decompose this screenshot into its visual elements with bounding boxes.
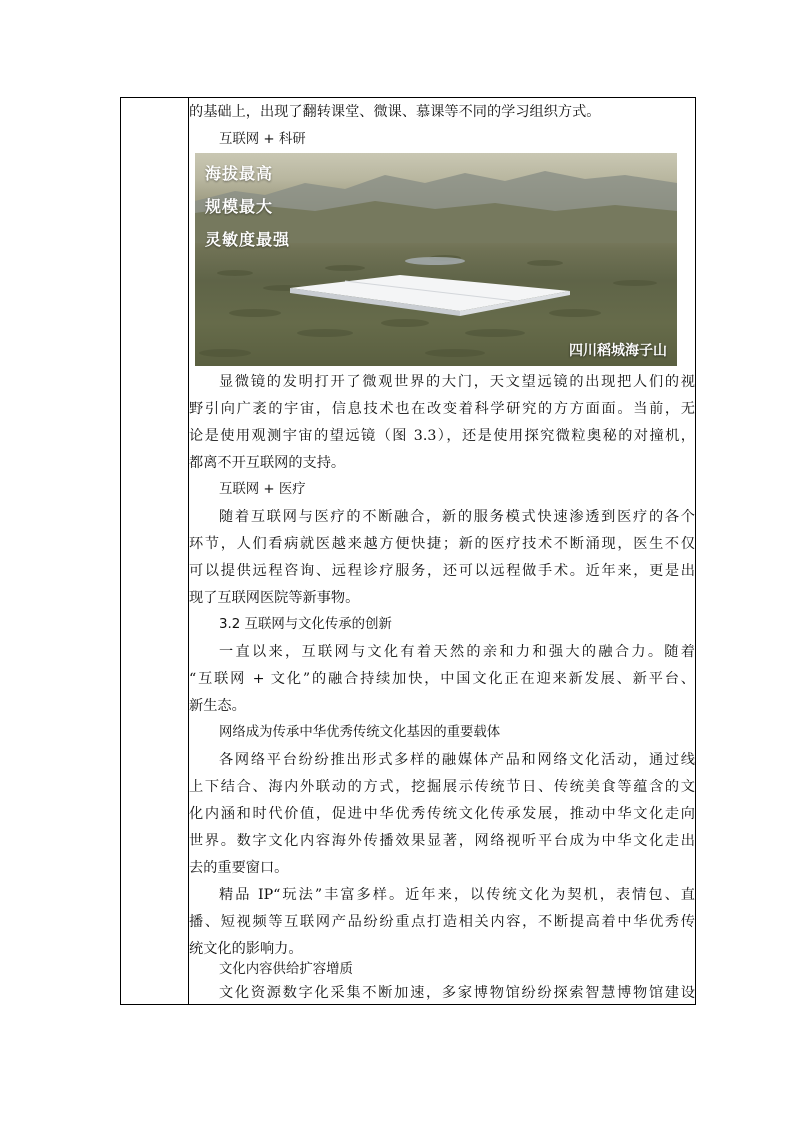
section-title-3-2: 3.2 互联网与文化传承的创新 xyxy=(219,617,392,632)
text-line: 环节，人们看病就医越来越方便快捷；新的医疗技术不断涌现，医生不仅 xyxy=(189,536,695,552)
photo-caption-highest: 海拔最高 xyxy=(205,164,274,183)
text-line: 各网络平台纷纷推出形式多样的融媒体产品和网络文化活动，通过线 xyxy=(219,752,695,768)
photo-caption-largest: 规模最大 xyxy=(205,197,274,216)
text-line: 野引向广袤的宇宙，信息技术也在改变着科学研究的方方面面。当前，无 xyxy=(189,401,695,417)
table-content-cell xyxy=(189,98,695,1004)
text-line: 随着互联网与医疗的不断融合，新的服务模式快速渗透到医疗的各个 xyxy=(219,509,695,525)
text-line: 新生态。 xyxy=(189,698,246,714)
section-heading-network-carrier: 网络成为传承中华优秀传统文化基因的重要载体 xyxy=(219,725,501,740)
text-line: 去的重要窗口。 xyxy=(189,860,289,876)
section-heading-internet-research: 互联网 + 科研 xyxy=(219,132,306,147)
text-line: 化内涵和时代价值，促进中华优秀传统文化传承发展，推动中华文化走向 xyxy=(189,806,695,822)
text-line: “互联网 + 文化”的融合持续加快，中国文化正在迎来新发展、新平台、 xyxy=(189,671,695,687)
document-table xyxy=(120,97,696,1005)
text-line: 播、短视频等互联网产品纷纷重点打造相关内容，不断提高着中华优秀传 xyxy=(189,914,695,930)
text-line: 可以提供远程咨询、远程诊疗服务，还可以远程做手术。近年来，更是出 xyxy=(189,563,695,579)
text-line: 显微镜的发明打开了微观世界的大门，天文望远镜的出现把人们的视 xyxy=(219,374,695,390)
text-line: 上下结合、海内外联动的方式，挖掘展示传统节日、传统美食等蕴含的文 xyxy=(189,779,695,795)
text-line: 论是使用观测宇宙的望远镜（图 3.3），还是使用探究微粒奥秘的对撞机， xyxy=(189,428,695,444)
text-line: 现了互联网医院等新事物。 xyxy=(189,590,360,606)
text-line: 都离不开互联网的支持。 xyxy=(189,455,346,471)
photo-location-label: 四川稻城海子山 xyxy=(569,343,667,359)
section-heading-internet-medical: 互联网 + 医疗 xyxy=(219,482,306,497)
telescope-photo xyxy=(195,153,677,366)
landscape-illustration xyxy=(195,153,677,366)
text-line: 精品 IP“玩法”丰富多样。近年来，以传统文化为契机，表情包、直 xyxy=(219,887,695,903)
table-left-column xyxy=(121,98,189,1004)
text-line: 一直以来，互联网与文化有着天然的亲和力和强大的融合力。随着 xyxy=(219,644,695,660)
text-line: 的基础上，出现了翻转课堂、微课、慕课等不同的学习组织方式。 xyxy=(189,104,601,120)
text-line: 文化资源数字化采集不断加速，多家博物馆纷纷探索智慧博物馆建设 xyxy=(219,985,695,1001)
text-line: 统文化的影响力。 xyxy=(189,941,303,957)
photo-caption-most-sensitive: 灵敏度最强 xyxy=(205,230,291,249)
section-heading-content-supply: 文化内容供给扩容增质 xyxy=(219,962,353,977)
text-line: 世界。数字文化内容海外传播效果显著，网络视听平台成为中华文化走出 xyxy=(189,833,695,849)
